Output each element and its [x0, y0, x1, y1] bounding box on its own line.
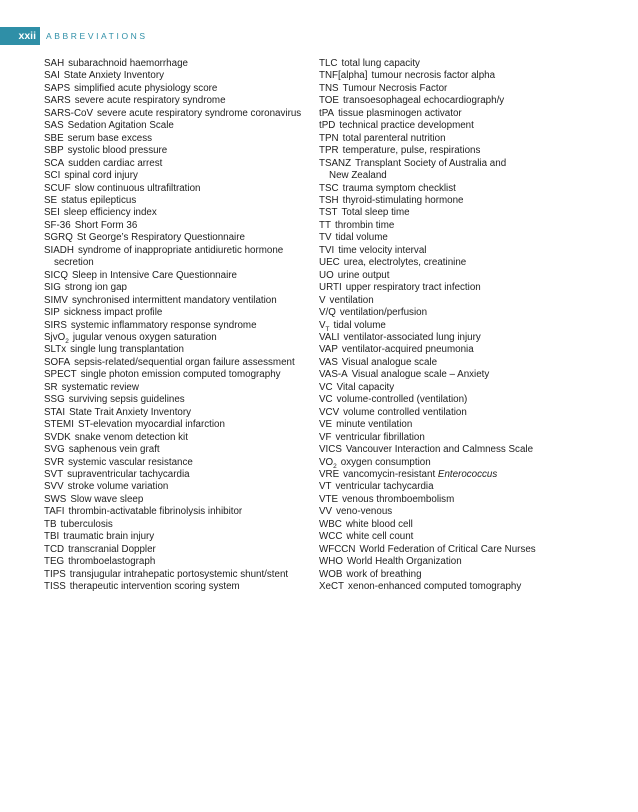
- abbreviation-entry: [44, 307, 306, 319]
- abbreviation-definition: temperature, pulse, respirations: [342, 145, 481, 157]
- abbreviation-subscript: 2: [65, 337, 69, 345]
- abbreviation-entry: [44, 207, 306, 219]
- abbreviation-entry: [319, 220, 609, 232]
- abbreviation-entry: [319, 481, 609, 493]
- abbreviation-term: SCA: [44, 157, 65, 169]
- abbreviation-entry: [319, 556, 609, 568]
- abbreviation-entry: [44, 108, 306, 120]
- abbreviation-definition: Sedation Agitation Scale: [67, 120, 174, 132]
- abbreviation-definition: white blood cell: [345, 518, 413, 530]
- abbreviation-term: tPA: [319, 107, 335, 119]
- abbreviation-definition: ventilator-acquired pneumonia: [341, 344, 474, 356]
- abbreviation-entry: [44, 145, 306, 157]
- abbreviation-term: SVT: [44, 468, 64, 480]
- abbreviation-term: VV: [319, 506, 333, 518]
- abbreviation-term: SIP: [44, 307, 60, 319]
- abbreviation-term: WHO: [319, 556, 343, 568]
- abbreviation-entry: [44, 170, 306, 182]
- abbreviation-entry: [319, 307, 609, 319]
- abbreviation-definition: strong ion gap: [64, 282, 127, 294]
- abbreviation-term: SAH: [44, 58, 65, 69]
- abbreviation-term: V/Q: [319, 307, 336, 319]
- abbreviation-term: STAI: [44, 406, 66, 418]
- abbreviation-entry: [44, 531, 306, 543]
- abbreviation-definition: Transplant Society of Australia and: [355, 157, 507, 169]
- abbreviation-term: VICS: [319, 444, 342, 456]
- abbreviation-term: SR: [44, 381, 58, 393]
- abbreviation-entry: [319, 506, 609, 518]
- abbreviation-term: UO: [319, 269, 334, 281]
- abbreviation-entry: [44, 506, 306, 518]
- abbreviation-entry: [319, 457, 609, 469]
- abbreviation-entry: [44, 183, 306, 195]
- abbreviation-list-right: [319, 58, 609, 593]
- abbreviation-entry: [319, 257, 609, 269]
- abbreviation-term: TPN: [319, 132, 339, 144]
- abbreviation-term: SAPS: [44, 82, 71, 94]
- abbreviation-list-left: [44, 58, 306, 593]
- abbreviation-term: SEI: [44, 207, 60, 219]
- abbreviation-term: TSC: [319, 182, 339, 194]
- abbreviation-term: VC: [319, 394, 333, 406]
- abbreviation-definition: volume controlled ventilation: [343, 406, 467, 418]
- abbreviation-definition: sleep efficiency index: [63, 207, 157, 219]
- abbreviation-term: VRE: [319, 468, 340, 480]
- abbreviation-entry: [44, 369, 306, 381]
- abbreviation-entry: [44, 120, 306, 132]
- abbreviation-term: TEG: [44, 556, 65, 568]
- abbreviation-definition: tuberculosis: [60, 518, 113, 530]
- abbreviation-term: WOB: [319, 568, 343, 580]
- section-title: ABBREVIATIONS: [46, 31, 148, 41]
- abbreviation-entry: [319, 432, 609, 444]
- abbreviation-entry: [319, 444, 609, 456]
- abbreviation-term: SSG: [44, 394, 65, 406]
- abbreviation-term: SICQ: [44, 269, 68, 281]
- abbreviation-entry: [319, 195, 609, 207]
- abbreviation-entry: [319, 407, 609, 419]
- abbreviation-term: XeCT: [319, 581, 345, 593]
- abbreviation-term: $V_T$: [319, 319, 330, 333]
- abbreviation-definition: transcranial Doppler: [68, 543, 156, 555]
- abbreviation-entry: [319, 544, 609, 556]
- abbreviation-definition: ventilation: [329, 294, 374, 306]
- abbreviation-definition: vancomycin-resistant: [343, 468, 436, 480]
- abbreviation-definition: status epilepticus: [61, 194, 137, 206]
- abbreviation-entry: [319, 519, 609, 531]
- abbreviation-definition: thrombin-activatable fibrinolysis inhibitor: [68, 506, 243, 518]
- abbreviation-entry: [44, 58, 306, 70]
- abbreviation-term: VAS-A: [319, 369, 348, 381]
- abbreviation-definition: Short Form 36: [74, 219, 138, 231]
- abbreviation-definition: single lung transplantation: [70, 344, 184, 356]
- abbreviation-entry: [44, 320, 306, 332]
- abbreviation-definition: systolic blood pressure: [67, 145, 168, 157]
- abbreviation-term: UEC: [319, 257, 340, 269]
- abbreviation-term: TVI: [319, 244, 335, 256]
- abbreviation-entry: [319, 83, 609, 95]
- abbreviation-entry: [44, 556, 306, 568]
- abbreviation-term: SOFA: [44, 356, 71, 368]
- abbreviation-entry: [44, 95, 306, 107]
- abbreviation-definition: sickness impact profile: [63, 307, 163, 319]
- abbreviation-definition: time velocity interval: [338, 244, 427, 256]
- abbreviation-term: SGRQ: [44, 232, 73, 244]
- abbreviation-definition: stroke volume variation: [67, 481, 169, 493]
- abbreviation-term: TNF[alpha]: [319, 70, 368, 82]
- abbreviation-term: SAI: [44, 70, 60, 82]
- abbreviation-definition: sepsis-related/sequential organ failure assessment: [74, 356, 295, 368]
- abbreviation-definition: sudden cardiac arrest: [68, 157, 163, 169]
- abbreviation-definition: tissue plasminogen activator: [338, 107, 462, 119]
- abbreviation-term: TOE: [319, 95, 339, 107]
- abbreviation-definition: transjugular intrahepatic portosystemic shunt/stent: [69, 568, 289, 580]
- abbreviation-entry: [44, 245, 306, 257]
- abbreviation-definition: World Health Organization: [346, 556, 462, 568]
- abbreviation-term: TST: [319, 207, 338, 219]
- abbreviation-definition: traumatic brain injury: [63, 531, 155, 543]
- abbreviation-entry: [319, 183, 609, 195]
- abbreviation-entry: [44, 195, 306, 207]
- abbreviation-definition: severe acute respiratory syndrome coronavirus: [97, 107, 302, 119]
- abbreviation-definition: transoesophageal echocardiograph/y: [342, 95, 505, 107]
- abbreviation-entry: [319, 569, 609, 581]
- abbreviation-entry: [319, 469, 609, 481]
- abbreviation-term: VE: [319, 419, 333, 431]
- abbreviation-entry: [44, 581, 306, 593]
- abbreviation-term: SjvO$_2$: [44, 331, 69, 345]
- abbreviation-term: SIMV: [44, 294, 68, 306]
- abbreviation-definition: St George’s Respiratory Questionnaire: [76, 232, 245, 244]
- abbreviation-entry: [319, 332, 609, 344]
- abbreviation-definition: subarachnoid haemorrhage: [68, 58, 188, 69]
- abbreviation-definition: Vancouver Interaction and Calmness Scale: [345, 444, 534, 456]
- abbreviation-term: TBI: [44, 531, 60, 543]
- abbreviation-term: TNS: [319, 82, 339, 94]
- abbreviation-term: VTE: [319, 493, 339, 505]
- abbreviation-entry: [44, 419, 306, 431]
- abbreviation-term: TSANZ: [319, 157, 352, 169]
- abbreviation-entry: [44, 494, 306, 506]
- abbreviation-entry: [319, 531, 609, 543]
- page-number: xxii: [0, 27, 40, 45]
- abbreviation-definition-italic: Enterococcus: [437, 468, 498, 480]
- abbreviation-entry: [319, 282, 609, 294]
- abbreviation-term: SARS-CoV: [44, 107, 93, 119]
- abbreviation-term: SVDK: [44, 431, 71, 443]
- abbreviation-definition: volume-controlled (ventilation): [336, 394, 468, 406]
- abbreviation-term: VALI: [319, 331, 340, 343]
- abbreviation-entry: [44, 544, 306, 556]
- abbreviation-term: VT: [319, 481, 332, 493]
- abbreviation-definition: Visual analogue scale: [341, 356, 438, 368]
- abbreviation-definition: tidal volume: [333, 319, 386, 331]
- abbreviation-definition: slow continuous ultrafiltration: [74, 182, 201, 194]
- abbreviation-term: TV: [319, 232, 332, 244]
- abbreviation-definition: total lung capacity: [341, 58, 420, 69]
- abbreviation-entry: [319, 295, 609, 307]
- abbreviation-entry: [44, 332, 306, 344]
- abbreviation-definition: systematic review: [61, 381, 139, 393]
- abbreviation-entry: [44, 469, 306, 481]
- abbreviation-term: SCI: [44, 170, 61, 182]
- abbreviation-definition: simplified acute physiology score: [74, 82, 218, 94]
- abbreviation-entry: [44, 295, 306, 307]
- abbreviation-entry: [44, 282, 306, 294]
- abbreviation-entry: [319, 158, 609, 170]
- abbreviation-definition: thromboelastograph: [68, 556, 156, 568]
- abbreviation-entry: [319, 357, 609, 369]
- abbreviation-entry: [319, 382, 609, 394]
- abbreviation-definition: Visual analogue scale – Anxiety: [351, 369, 490, 381]
- abbreviation-term: TSH: [319, 194, 339, 206]
- abbreviation-entry: [319, 108, 609, 120]
- abbreviation-definition: ST-elevation myocardial infarction: [77, 419, 225, 431]
- abbreviation-term: VC: [319, 381, 333, 393]
- abbreviation-definition: thrombin time: [334, 219, 395, 231]
- abbreviation-term: SIG: [44, 282, 61, 294]
- abbreviation-definition: tidal volume: [335, 232, 388, 244]
- abbreviation-definition: work of breathing: [346, 568, 422, 580]
- abbreviation-entry: [319, 70, 609, 82]
- abbreviation-definition: systemic vascular resistance: [68, 456, 193, 468]
- abbreviation-term: TB: [44, 518, 57, 530]
- abbreviation-definition: urea, electrolytes, creatinine: [343, 257, 467, 269]
- abbreviation-definition: snake venom detection kit: [74, 431, 188, 443]
- abbreviation-term: SPECT: [44, 369, 77, 381]
- abbreviation-entry: [44, 519, 306, 531]
- abbreviation-entry: [44, 444, 306, 456]
- abbreviation-entry: [319, 245, 609, 257]
- abbreviation-entry: [319, 494, 609, 506]
- abbreviation-entry: [319, 120, 609, 132]
- abbreviation-entry: [44, 133, 306, 145]
- abbreviation-definition: syndrome of inappropriate antidiuretic hormone: [77, 244, 284, 256]
- abbreviation-definition: synchronised intermittent mandatory ventilation: [71, 294, 277, 306]
- abbreviation-definition: upper respiratory tract infection: [345, 282, 481, 294]
- abbreviation-definition: urine output: [337, 269, 390, 281]
- abbreviation-term: SVV: [44, 481, 64, 493]
- abbreviation-term: SCUF: [44, 182, 71, 194]
- abbreviation-term: VAS: [319, 356, 338, 368]
- abbreviation-definition: State Anxiety Inventory: [63, 70, 164, 82]
- abbreviation-definition: xenon-enhanced computed tomography: [348, 581, 522, 593]
- abbreviation-entry: [319, 394, 609, 406]
- abbreviation-entry: [319, 95, 609, 107]
- abbreviation-term: SAS: [44, 120, 64, 132]
- abbreviation-definition: ventilator-associated lung injury: [343, 331, 481, 343]
- abbreviation-entry: [44, 220, 306, 232]
- abbreviation-entry: [319, 207, 609, 219]
- abbreviation-term: SLTx: [44, 344, 67, 356]
- abbreviation-term: SVG: [44, 444, 65, 456]
- abbreviation-definition: severe acute respiratory syndrome: [74, 95, 226, 107]
- abbreviation-definition: tumour necrosis factor alpha: [371, 70, 496, 82]
- abbreviation-term: URTI: [319, 282, 342, 294]
- abbreviation-entry: [319, 58, 609, 70]
- abbreviation-term: TISS: [44, 581, 66, 593]
- abbreviation-definition: trauma symptom checklist: [342, 182, 456, 194]
- abbreviation-entry: [44, 158, 306, 170]
- abbreviation-definition: World Federation of Critical Care Nurses: [359, 543, 536, 555]
- abbreviation-entry: [319, 344, 609, 356]
- abbreviation-definition: surviving sepsis guidelines: [68, 394, 185, 406]
- abbreviation-term: SIADH: [44, 244, 74, 256]
- abbreviation-term: TCD: [44, 543, 65, 555]
- abbreviation-entry: [44, 344, 306, 356]
- abbreviation-entry: [319, 133, 609, 145]
- abbreviation-definition: Tumour Necrosis Factor: [342, 82, 448, 94]
- abbreviation-term: WCC: [319, 531, 343, 543]
- abbreviation-definition-continued: secretion: [54, 257, 94, 269]
- abbreviation-entry: [44, 457, 306, 469]
- abbreviation-term: $VO_2$: [319, 456, 337, 470]
- abbreviation-subscript: T: [325, 325, 330, 333]
- abbreviation-definition: minute ventilation: [336, 419, 413, 431]
- abbreviation-entry: [319, 320, 609, 332]
- abbreviation-definition: serum base excess: [67, 132, 153, 144]
- abbreviation-definition: spinal cord injury: [64, 170, 138, 182]
- abbreviation-subscript: 2: [333, 462, 337, 470]
- abbreviation-definition: systemic inflammatory response syndrome: [70, 319, 257, 331]
- abbreviation-definition: single photon emission computed tomography: [80, 369, 281, 381]
- abbreviation-definition: supraventricular tachycardia: [67, 468, 190, 480]
- abbreviation-entry: [44, 270, 306, 282]
- abbreviation-entry: [319, 145, 609, 157]
- abbreviation-term: SF-36: [44, 219, 71, 231]
- abbreviation-term: TAFI: [44, 506, 65, 518]
- abbreviation-definition: ventilation/perfusion: [339, 307, 428, 319]
- abbreviation-term: SVR: [44, 456, 65, 468]
- abbreviation-entry: [44, 83, 306, 95]
- abbreviation-definition: venous thromboembolism: [342, 493, 455, 505]
- abbreviation-definition: jugular venous oxygen saturation: [72, 331, 217, 343]
- abbreviation-definition: Total sleep time: [341, 207, 410, 219]
- abbreviation-term: SE: [44, 194, 58, 206]
- abbreviation-term: SARS: [44, 95, 71, 107]
- abbreviation-entry: [44, 432, 306, 444]
- abbreviation-definition: therapeutic intervention scoring system: [69, 581, 240, 593]
- abbreviation-term: SBE: [44, 132, 64, 144]
- abbreviation-definition: ventricular fibrillation: [335, 431, 425, 443]
- abbreviation-definition: Slow wave sleep: [70, 493, 144, 505]
- abbreviation-entry: [319, 581, 609, 593]
- abbreviation-term: TT: [319, 219, 331, 231]
- abbreviation-definition: State Trait Anxiety Inventory: [69, 406, 192, 418]
- abbreviation-entry: [319, 419, 609, 431]
- abbreviation-definition: total parenteral nutrition: [342, 132, 446, 144]
- abbreviation-definition: veno-venous: [336, 506, 393, 518]
- abbreviation-term: V: [319, 294, 326, 306]
- abbreviation-definition-continued: New Zealand: [329, 170, 387, 182]
- abbreviation-term: SBP: [44, 145, 64, 157]
- abbreviation-term: VAP: [319, 344, 338, 356]
- abbreviation-term: VF: [319, 431, 332, 443]
- abbreviation-entry: [44, 70, 306, 82]
- abbreviation-term: TIPS: [44, 568, 66, 580]
- abbreviation-definition: white cell count: [346, 531, 414, 543]
- abbreviation-term: STEMI: [44, 419, 74, 431]
- abbreviation-entry: [44, 481, 306, 493]
- abbreviation-term: TPR: [319, 145, 339, 157]
- abbreviation-definition: Vital capacity: [336, 381, 395, 393]
- abbreviation-entry: [44, 394, 306, 406]
- abbreviation-definition: oxygen consumption: [340, 456, 431, 468]
- abbreviation-entry: [44, 382, 306, 394]
- abbreviation-term: SIRS: [44, 319, 67, 331]
- abbreviation-term: WFCCN: [319, 543, 356, 555]
- abbreviation-entry: [319, 270, 609, 282]
- abbreviation-entry: [44, 569, 306, 581]
- abbreviation-entry: [44, 357, 306, 369]
- abbreviation-entry: [44, 232, 306, 244]
- abbreviation-definition: ventricular tachycardia: [335, 481, 434, 493]
- abbreviation-definition: technical practice development: [339, 120, 474, 132]
- abbreviation-term: WBC: [319, 518, 342, 530]
- abbreviation-definition: Sleep in Intensive Care Questionnaire: [71, 269, 237, 281]
- abbreviation-entry: [319, 232, 609, 244]
- abbreviation-term: tPD: [319, 120, 336, 132]
- abbreviation-term: SWS: [44, 493, 67, 505]
- abbreviation-entry: [319, 369, 609, 381]
- abbreviation-definition: thyroid-stimulating hormone: [342, 194, 464, 206]
- abbreviation-term: TLC: [319, 58, 338, 69]
- abbreviation-definition: saphenous vein graft: [68, 444, 160, 456]
- abbreviation-term: VCV: [319, 406, 340, 418]
- abbreviation-entry: [44, 407, 306, 419]
